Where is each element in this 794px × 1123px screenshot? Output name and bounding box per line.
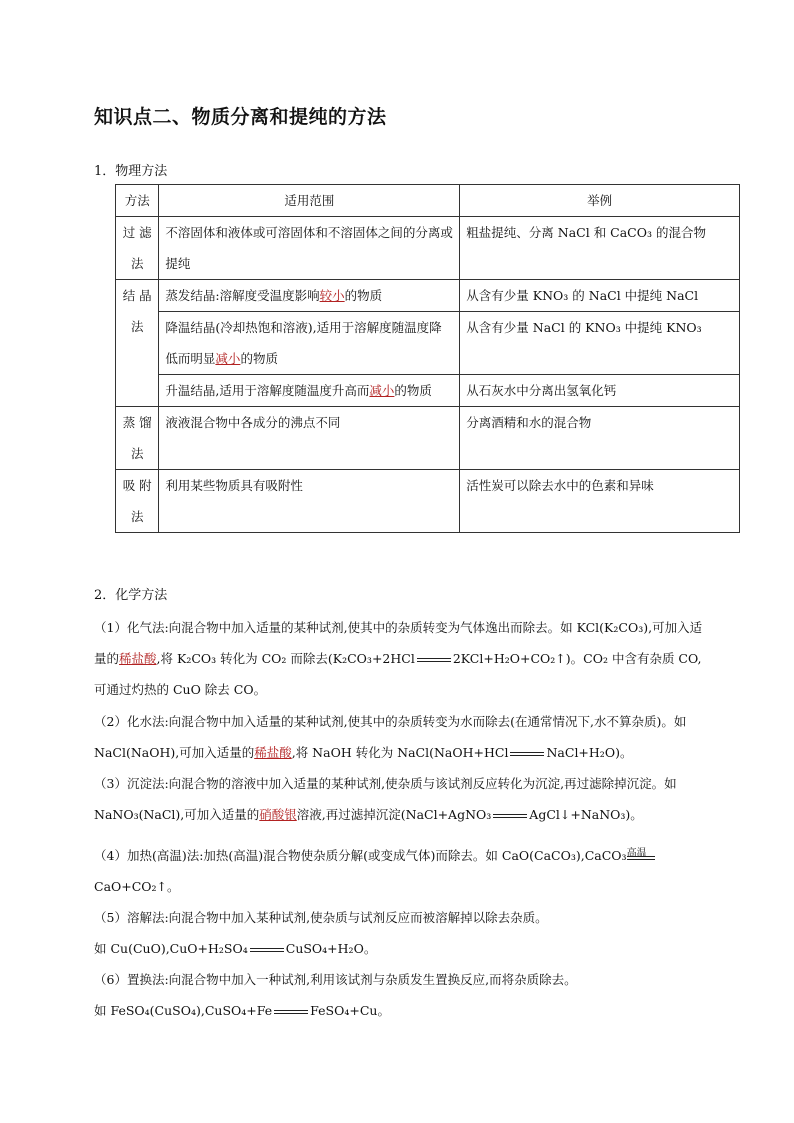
table-row (116, 375, 740, 407)
scope-cell: 液液混合物中各成分的沸点不同 (159, 407, 460, 470)
example-cell: 从含有少量 KNO₃ 的 NaCl 中提纯 NaCl (460, 280, 740, 312)
equals-sign (493, 814, 527, 818)
section-physical-heading: 1．物理方法 (94, 164, 168, 179)
paragraph-replacement-method: （6）置换法:向混合物中加入一种试剂,利用该试剂与杂质发生置换反应,而将杂质除去。 如 FeSO₄(CuSO₄),CuSO₄+Fe FeSO₄+Cu。 (94, 972, 577, 1018)
header-method: 方法 (116, 185, 159, 217)
example-cell: 从石灰水中分离出氢氧化钙 (460, 375, 740, 407)
example-cell: 分离酒精和水的混合物 (460, 407, 740, 470)
table-row (116, 312, 740, 375)
table-header-row (116, 185, 740, 217)
method-cell: 蒸 馏 法 (116, 407, 159, 470)
table-row (116, 470, 740, 533)
highlight-text: 减小 (369, 383, 395, 398)
high-temp-equals-sign: 高温 (627, 850, 655, 864)
highlight-text: 较小 (319, 288, 345, 303)
equals-sign (510, 752, 544, 756)
scope-cell: 利用某些物质具有吸附性 (159, 470, 460, 533)
section-chemical-heading: 2．化学方法 (94, 588, 168, 603)
paragraph-water-method: （2）化水法:向混合物中加入适量的某种试剂,使其中的杂质转变为水而除去(在通常情况下,水不算杂质)。如 NaCl(NaOH),可加入适量的稀盐酸,将 NaOH 转化为 NaCl(NaOH+HCl NaCl+H₂O)。 (94, 714, 687, 760)
scope-cell: 不溶固体和液体或可溶固体和不溶固体之间的分离或提纯 (159, 217, 460, 280)
equals-sign (250, 948, 284, 952)
equals-sign (274, 1010, 308, 1014)
paragraph-dissolve-method: （5）溶解法:向混合物中加入某种试剂,使杂质与试剂反应而被溶解掉以除去杂质。 如 Cu(CuO),CuO+H₂SO₄ CuSO₄+H₂O。 (94, 910, 548, 956)
paragraph-gas-method: （1）化气法:向混合物中加入适量的某种试剂,使其中的杂质转变为气体逸出而除去。如 KCl(K₂CO₃),可加入适量的稀盐酸,将 K₂CO₃ 转化为 CO₂ 而除去(K₂CO₃+2HCl 2KCl+H₂O+CO₂↑)。CO₂ 中含有杂质 CO,可通过灼热的 CuO 除去 CO。 (94, 620, 703, 697)
page-title: 知识点二、物质分离和提纯的方法 (94, 106, 387, 128)
highlight-text: 减小 (215, 351, 241, 366)
table-row (116, 217, 740, 280)
highlight-text: 稀盐酸 (119, 651, 157, 666)
table-row (116, 407, 740, 470)
table-row (116, 280, 740, 312)
example-cell: 活性炭可以除去水中的色素和异味 (460, 470, 740, 533)
equals-sign (417, 658, 451, 662)
highlight-text: 稀盐酸 (254, 745, 292, 760)
example-cell: 从含有少量 NaCl 的 KNO₃ 中提纯 KNO₃ (460, 312, 740, 375)
highlight-text: 硝酸银 (259, 807, 297, 822)
paragraph-heating-method: （4）加热(高温)法:加热(高温)混合物使杂质分解(或变成气体)而除去。如 CaO(CaCO₃),CaCO₃ 高温 CaO+CO₂↑。 (94, 840, 709, 902)
method-cell: 过 滤 法 (116, 217, 159, 280)
paragraph-precipitate-method: （3）沉淀法:向混合物的溶液中加入适量的某种试剂,使杂质与该试剂反应转化为沉淀,再过滤除掉沉淀。如 NaNO₃(NaCl),可加入适量的硝酸银溶液,再过滤掉沉淀(NaCl+AgNO₃ AgCl↓+NaNO₃)。 (94, 776, 677, 822)
methods-table (115, 184, 740, 533)
header-example: 举例 (460, 185, 740, 217)
scope-cell: 升温结晶,适用于溶解度随温度升高而减小的物质 (159, 375, 460, 407)
method-cell: 吸 附 法 (116, 470, 159, 533)
method-cell: 结 晶 法 (116, 280, 159, 407)
example-cell: 粗盐提纯、分离 NaCl 和 CaCO₃ 的混合物 (460, 217, 740, 280)
scope-cell: 降温结晶(冷却热饱和溶液),适用于溶解度随温度降低而明显减小的物质 (159, 312, 460, 375)
header-scope: 适用范围 (159, 185, 460, 217)
scope-cell: 蒸发结晶:溶解度受温度影响较小的物质 (159, 280, 460, 312)
